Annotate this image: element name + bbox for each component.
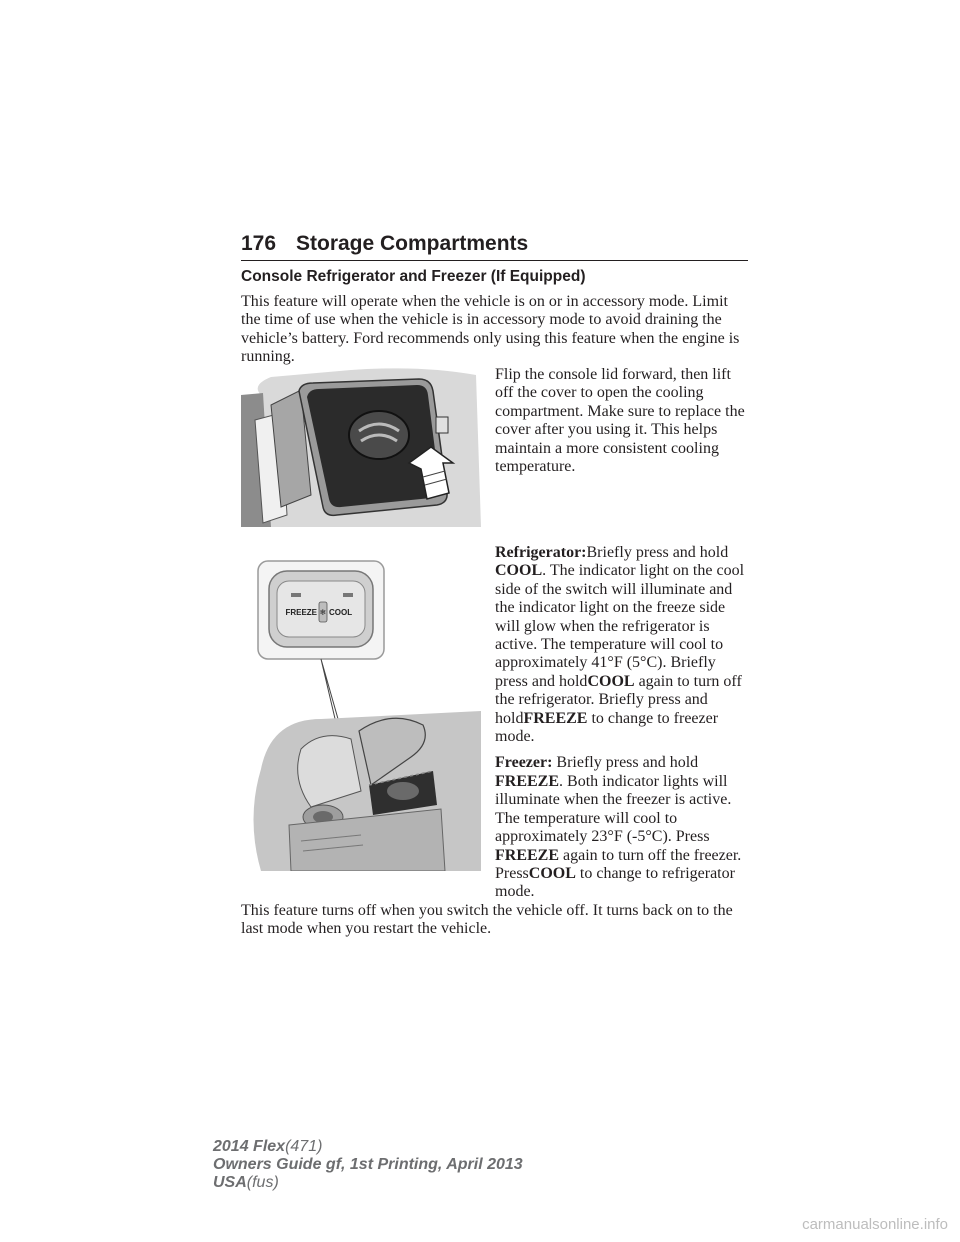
freezer-text-1: Briefly press and hold — [556, 754, 699, 772]
footer-guide-line: Owners Guide gf, 1st Printing, April 2013 — [213, 1156, 523, 1173]
freeze-switch-label: FREEZE — [285, 608, 317, 617]
refrigerator-switch-figure — [241, 559, 481, 871]
refrigerator-paragraph — [495, 544, 751, 746]
header-rule — [241, 260, 748, 261]
intro-paragraph: This feature will operate when the vehicle is on or in accessory mode. Limit the time of use when the vehicle is in accessory mode to avoid draining the vehicle’s battery. Ford recommends only using this feature when the engine is running. — [241, 293, 740, 366]
chapter-title: Storage Compartments — [296, 232, 529, 255]
refrigerator-label: Refrigerator: — [495, 544, 587, 561]
mode-instructions — [495, 544, 751, 910]
footer-market-code: (fus) — [246, 1174, 279, 1191]
refrigerator-key-cool-2: COOL — [587, 672, 635, 690]
refrigerator-text-3: again to turn off the refrigerator. Briefly press and hold — [495, 672, 742, 727]
refrigerator-text-1: Briefly press and hold — [586, 544, 729, 561]
footer-market: USA — [213, 1174, 247, 1191]
freezer-key-cool: COOL — [528, 864, 576, 882]
freezer-text-4: to change to refrigerator mode. — [495, 864, 735, 901]
freezer-key-freeze-2: FREEZE — [495, 846, 560, 864]
svg-text:❄: ❄ — [319, 608, 327, 617]
section-title: Console Refrigerator and Freezer (If Equipped) — [241, 268, 586, 285]
snowflake-icon — [319, 602, 327, 622]
footer-model-code: (471) — [285, 1138, 323, 1155]
refrigerator-text-2: . The indicator light on the cool side of the switch will illuminate and the indicator light on the freeze side will glow when the refrigerator is active. The temperature will cool to approximately 41°F (5°C). Briefly press and hold — [495, 562, 745, 690]
freezer-paragraph — [495, 754, 751, 901]
freezer-text-2: . Both indicator lights will illuminate when the freezer is active. The temperature will cool to approximately 23°F (-5°C). Press — [495, 772, 732, 846]
footer-market-line — [213, 1174, 523, 1192]
freezer-label: Freezer: — [495, 754, 553, 772]
refrigerator-text-4: to change to freezer mode. — [495, 709, 719, 746]
console-compartment-figure — [241, 365, 481, 527]
refrigerator-key-freeze: FREEZE — [523, 709, 588, 727]
cool-switch-label: COOL — [329, 608, 353, 617]
footer-model: 2014 Flex — [213, 1138, 286, 1155]
refrigerator-key-cool: COOL — [495, 562, 543, 580]
freezer-text-3: again to turn off the freezer. Press — [495, 846, 742, 882]
closing-paragraph: This feature turns off when you switch the vehicle off. It turns back on to the last mode when you restart the vehicle. — [241, 902, 733, 938]
footer — [213, 1138, 523, 1192]
footer-model-line — [213, 1138, 523, 1156]
freezer-key-freeze: FREEZE — [495, 772, 560, 790]
page-number: 176 — [241, 232, 277, 255]
watermark: carmanualsonline.info — [802, 1216, 948, 1233]
flip-lid-paragraph: Flip the console lid forward, then lift off the cover to open the cooling compartment. Make sure to replace the cover after you using it. This helps maintain a more consistent cooling temperature. — [495, 366, 745, 476]
